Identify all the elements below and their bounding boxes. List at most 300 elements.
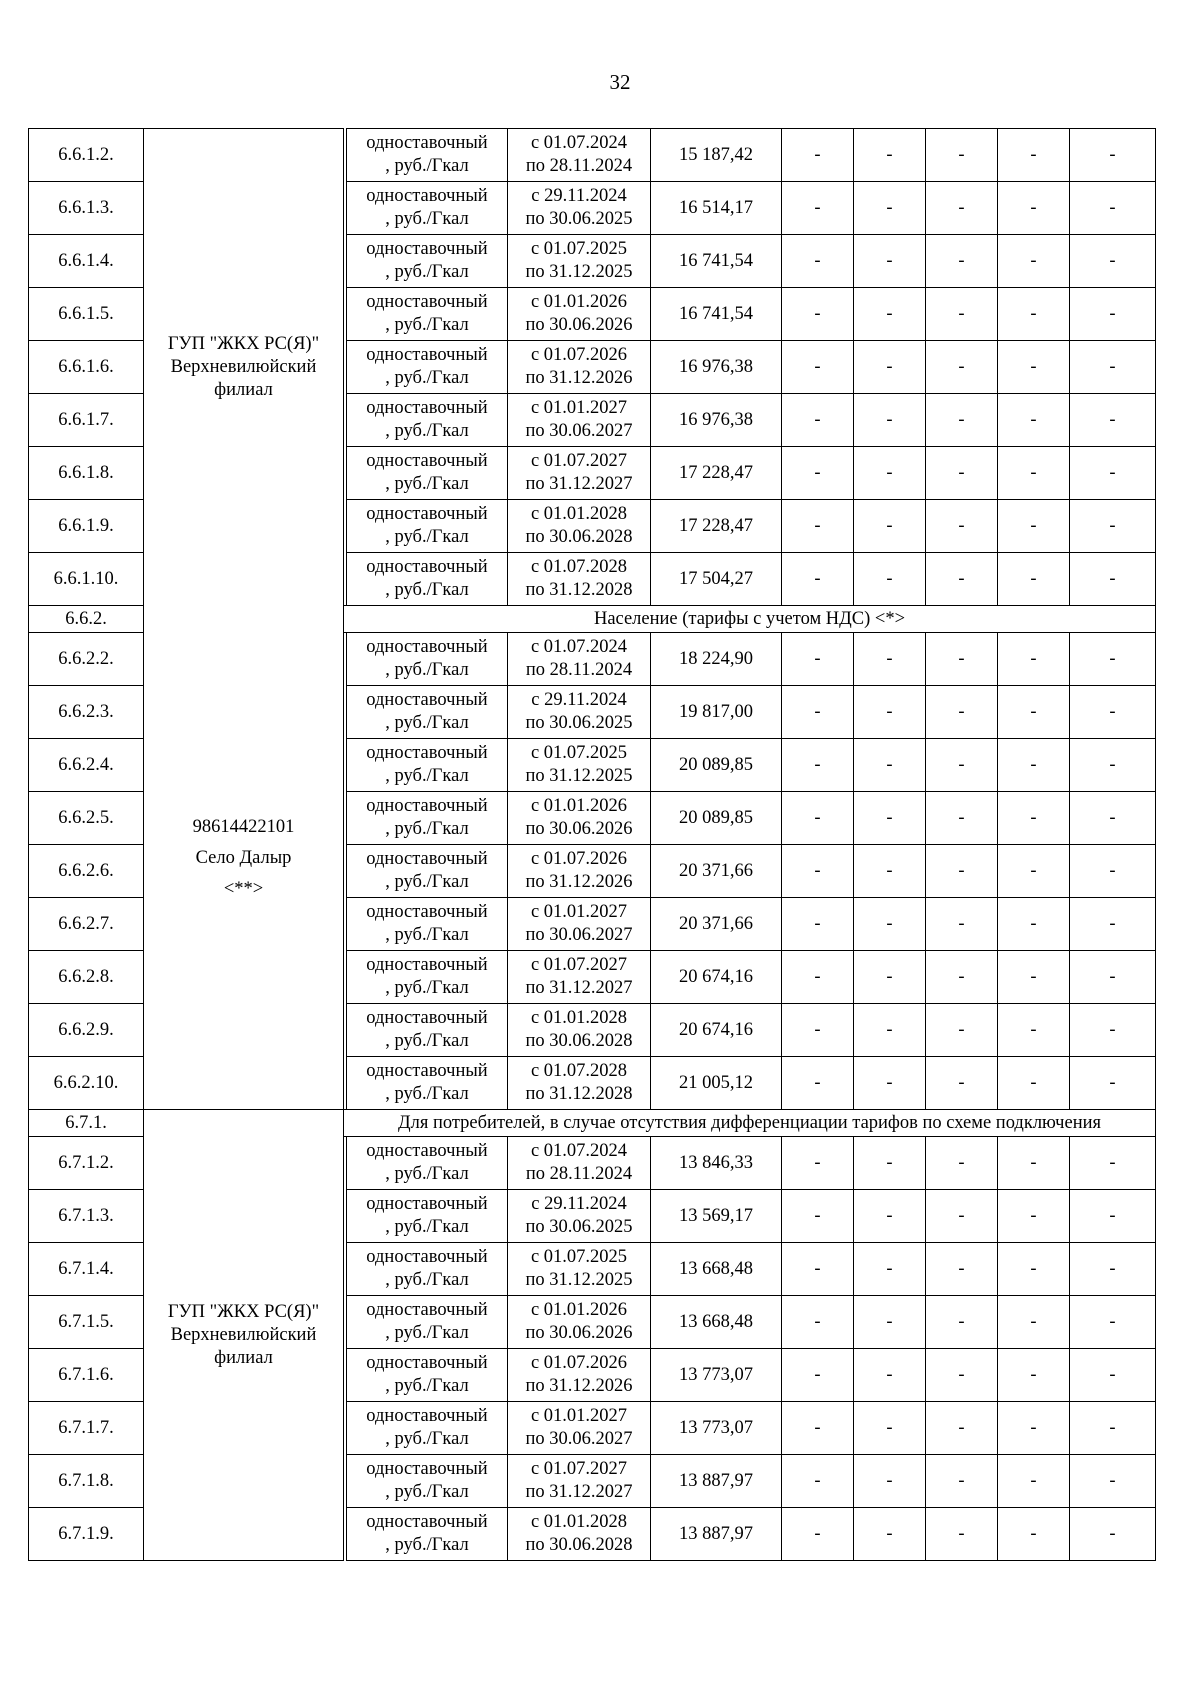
row-number: 6.7.1.6. <box>29 1349 144 1402</box>
empty-value-dash: - <box>998 235 1070 288</box>
empty-value-dash: - <box>782 739 854 792</box>
period-from: с 01.01.2027 <box>530 902 628 922</box>
empty-value-dash: - <box>854 1296 926 1349</box>
row-number: 6.6.2.3. <box>29 686 144 739</box>
tariff-type-line1: одноставочный <box>366 1300 488 1320</box>
empty-value-dash: - <box>854 633 926 686</box>
tariff-type <box>347 1508 508 1561</box>
table-row <box>29 129 1156 182</box>
empty-value-dash: - <box>854 129 926 182</box>
empty-value-dash: - <box>782 1296 854 1349</box>
tariff-value: 13 773,07 <box>651 1349 782 1402</box>
tariff-type <box>347 898 508 951</box>
period <box>508 553 651 606</box>
tariff-value: 16 514,17 <box>651 182 782 235</box>
tariff-type <box>347 633 508 686</box>
row-number: 6.6.1.2. <box>29 129 144 182</box>
empty-value-dash: - <box>854 1349 926 1402</box>
row-number: 6.6.1.4. <box>29 235 144 288</box>
period-from: с 01.07.2028 <box>530 557 628 577</box>
empty-value-dash: - <box>926 394 998 447</box>
period-from: с 01.07.2025 <box>530 1247 628 1267</box>
tariff-type-line1: одноставочный <box>366 451 488 471</box>
empty-value-dash: - <box>998 394 1070 447</box>
tariff-value: 16 976,38 <box>651 341 782 394</box>
period-to: по 28.11.2024 <box>525 1164 633 1184</box>
empty-value-dash: - <box>1070 845 1156 898</box>
period-from: с 01.01.2028 <box>530 1008 628 1028</box>
period-from: с 01.01.2026 <box>530 1300 628 1320</box>
tariff-value: 13 668,48 <box>651 1243 782 1296</box>
period-to: по 30.06.2025 <box>525 713 633 733</box>
tariff-type-line1: одноставочный <box>366 1247 488 1267</box>
empty-value-dash: - <box>1070 553 1156 606</box>
tariff-value: 21 005,12 <box>651 1057 782 1110</box>
empty-value-dash: - <box>998 1190 1070 1243</box>
tariff-type-line1: одноставочный <box>366 133 488 153</box>
empty-value-dash: - <box>998 633 1070 686</box>
empty-value-dash: - <box>782 1243 854 1296</box>
row-number: 6.6.1.6. <box>29 341 144 394</box>
empty-value-dash: - <box>782 1349 854 1402</box>
row-number: 6.6.2.10. <box>29 1057 144 1110</box>
tariff-value: 17 228,47 <box>651 500 782 553</box>
tariff-type-line1: одноставочный <box>366 504 488 524</box>
empty-value-dash: - <box>998 1137 1070 1190</box>
empty-value-dash: - <box>998 1004 1070 1057</box>
empty-value-dash: - <box>782 129 854 182</box>
empty-value-dash: - <box>782 182 854 235</box>
period <box>508 394 651 447</box>
period-to: по 30.06.2026 <box>525 1323 633 1343</box>
empty-value-dash: - <box>782 845 854 898</box>
empty-value-dash: - <box>926 951 998 1004</box>
empty-value-dash: - <box>854 1190 926 1243</box>
tariff-value: 13 773,07 <box>651 1402 782 1455</box>
empty-value-dash: - <box>854 1057 926 1110</box>
empty-value-dash: - <box>782 1057 854 1110</box>
empty-value-dash: - <box>926 1190 998 1243</box>
empty-value-dash: - <box>854 500 926 553</box>
tariff-value: 15 187,42 <box>651 129 782 182</box>
period <box>508 1190 651 1243</box>
tariff-type-line1: одноставочный <box>366 1459 488 1479</box>
empty-value-dash: - <box>854 898 926 951</box>
period <box>508 1057 651 1110</box>
row-number: 6.7.1. <box>29 1110 144 1137</box>
tariff-type-line1: одноставочный <box>366 239 488 259</box>
tariff-type <box>347 1004 508 1057</box>
empty-value-dash: - <box>1070 1508 1156 1561</box>
period-to: по 30.06.2027 <box>525 925 633 945</box>
empty-value-dash: - <box>1070 182 1156 235</box>
empty-value-dash: - <box>1070 792 1156 845</box>
tariff-value: 20 089,85 <box>651 792 782 845</box>
empty-value-dash: - <box>926 1349 998 1402</box>
empty-value-dash: - <box>854 1243 926 1296</box>
tariff-type-line1: одноставочный <box>366 186 488 206</box>
row-number: 6.6.2.2. <box>29 633 144 686</box>
period <box>508 1004 651 1057</box>
row-number: 6.6.2. <box>29 606 144 633</box>
tariff-type-line2: , руб./Гкал <box>385 872 469 892</box>
row-number: 6.6.1.10. <box>29 553 144 606</box>
empty-value-dash: - <box>854 686 926 739</box>
tariff-type-line2: , руб./Гкал <box>385 315 469 335</box>
period-to: по 28.11.2024 <box>525 660 633 680</box>
tariff-type-line1: одноставочный <box>366 1141 488 1161</box>
tariff-type <box>347 1296 508 1349</box>
empty-value-dash: - <box>782 686 854 739</box>
tariff-value: 13 569,17 <box>651 1190 782 1243</box>
tariff-type-line2: , руб./Гкал <box>385 1217 469 1237</box>
tariff-value: 13 887,97 <box>651 1508 782 1561</box>
empty-value-dash: - <box>926 341 998 394</box>
row-number: 6.6.1.9. <box>29 500 144 553</box>
period-from: с 29.11.2024 <box>531 690 627 710</box>
period-to: по 31.12.2025 <box>525 1270 633 1290</box>
empty-value-dash: - <box>854 951 926 1004</box>
period-from: с 01.01.2028 <box>530 504 628 524</box>
period-from: с 01.07.2028 <box>530 1061 628 1081</box>
tariff-value: 16 741,54 <box>651 235 782 288</box>
empty-value-dash: - <box>998 182 1070 235</box>
empty-value-dash: - <box>854 182 926 235</box>
empty-value-dash: - <box>998 951 1070 1004</box>
tariff-type-line2: , руб./Гкал <box>385 262 469 282</box>
period <box>508 182 651 235</box>
empty-value-dash: - <box>926 288 998 341</box>
period-from: с 01.07.2026 <box>530 1353 628 1373</box>
tariff-value: 17 504,27 <box>651 553 782 606</box>
empty-value-dash: - <box>1070 500 1156 553</box>
row-number: 6.6.1.5. <box>29 288 144 341</box>
empty-value-dash: - <box>782 1137 854 1190</box>
empty-value-dash: - <box>1070 129 1156 182</box>
period <box>508 1137 651 1190</box>
tariff-type <box>347 447 508 500</box>
tariff-value: 20 371,66 <box>651 845 782 898</box>
page-number: 32 <box>609 70 631 94</box>
tariff-value: 20 674,16 <box>651 1004 782 1057</box>
empty-value-dash: - <box>1070 1296 1156 1349</box>
row-number: 6.7.1.4. <box>29 1243 144 1296</box>
period <box>508 1508 651 1561</box>
empty-value-dash: - <box>1070 1190 1156 1243</box>
tariff-type <box>347 951 508 1004</box>
tariff-table <box>28 128 1156 1561</box>
period-to: по 31.12.2025 <box>525 262 633 282</box>
empty-value-dash: - <box>926 792 998 845</box>
period <box>508 845 651 898</box>
period-from: с 29.11.2024 <box>531 1194 627 1214</box>
section-row <box>29 1110 1156 1137</box>
period <box>508 500 651 553</box>
empty-value-dash: - <box>998 1296 1070 1349</box>
period <box>508 1296 651 1349</box>
footnote-mark: <**> <box>223 878 264 899</box>
period <box>508 341 651 394</box>
section-label: Для потребителей, в случае отсутствия дифференциации тарифов по схеме подключения <box>344 1110 1156 1137</box>
empty-value-dash: - <box>998 1349 1070 1402</box>
empty-value-dash: - <box>998 739 1070 792</box>
period-from: с 01.07.2025 <box>530 743 628 763</box>
empty-value-dash: - <box>782 447 854 500</box>
empty-value-dash: - <box>854 792 926 845</box>
row-number: 6.6.1.3. <box>29 182 144 235</box>
empty-value-dash: - <box>998 341 1070 394</box>
period-to: по 30.06.2027 <box>525 421 633 441</box>
empty-value-dash: - <box>854 1004 926 1057</box>
tariff-type-line2: , руб./Гкал <box>385 474 469 494</box>
period <box>508 1455 651 1508</box>
tariff-type <box>347 341 508 394</box>
tariff-type-line2: , руб./Гкал <box>385 1482 469 1502</box>
tariff-table-body <box>29 129 1156 1561</box>
empty-value-dash: - <box>782 500 854 553</box>
period-to: по 28.11.2024 <box>525 156 633 176</box>
empty-value-dash: - <box>782 792 854 845</box>
empty-value-dash: - <box>1070 1057 1156 1110</box>
empty-value-dash: - <box>1070 739 1156 792</box>
row-number: 6.6.2.8. <box>29 951 144 1004</box>
org-info <box>144 333 343 402</box>
tariff-type-line2: , руб./Гкал <box>385 1429 469 1449</box>
empty-value-dash: - <box>998 792 1070 845</box>
tariff-value: 20 371,66 <box>651 898 782 951</box>
empty-value-dash: - <box>854 341 926 394</box>
empty-value-dash: - <box>1070 1004 1156 1057</box>
empty-value-dash: - <box>782 1402 854 1455</box>
period <box>508 1402 651 1455</box>
period-to: по 31.12.2025 <box>525 766 633 786</box>
period <box>508 447 651 500</box>
empty-value-dash: - <box>926 898 998 951</box>
empty-value-dash: - <box>998 129 1070 182</box>
empty-value-dash: - <box>998 686 1070 739</box>
tariff-value: 17 228,47 <box>651 447 782 500</box>
empty-value-dash: - <box>854 235 926 288</box>
tariff-value: 13 846,33 <box>651 1137 782 1190</box>
period <box>508 739 651 792</box>
empty-value-dash: - <box>926 1402 998 1455</box>
period-from: с 01.07.2027 <box>530 1459 628 1479</box>
period-to: по 31.12.2027 <box>525 1482 633 1502</box>
empty-value-dash: - <box>998 1508 1070 1561</box>
tariff-value: 19 817,00 <box>651 686 782 739</box>
empty-value-dash: - <box>1070 341 1156 394</box>
period-from: с 01.01.2027 <box>530 398 628 418</box>
empty-value-dash: - <box>926 1057 998 1110</box>
tariff-type-line1: одноставочный <box>366 292 488 312</box>
section-label: Население (тарифы с учетом НДС) <*> <box>344 606 1156 633</box>
tariff-type-line1: одноставочный <box>366 637 488 657</box>
empty-value-dash: - <box>926 235 998 288</box>
period <box>508 686 651 739</box>
empty-value-dash: - <box>926 1137 998 1190</box>
period <box>508 288 651 341</box>
empty-value-dash: - <box>998 553 1070 606</box>
empty-value-dash: - <box>782 898 854 951</box>
empty-value-dash: - <box>782 235 854 288</box>
period-from: с 01.01.2026 <box>530 796 628 816</box>
tariff-type-line2: , руб./Гкал <box>385 925 469 945</box>
tariff-type-line1: одноставочный <box>366 796 488 816</box>
empty-value-dash: - <box>1070 394 1156 447</box>
empty-value-dash: - <box>998 288 1070 341</box>
period-to: по 30.06.2025 <box>525 1217 633 1237</box>
period-to: по 31.12.2027 <box>525 474 633 494</box>
tariff-type-line1: одноставочный <box>366 1406 488 1426</box>
tariff-type-line2: , руб./Гкал <box>385 1031 469 1051</box>
empty-value-dash: - <box>854 1508 926 1561</box>
tariff-value: 13 887,97 <box>651 1455 782 1508</box>
empty-value-dash: - <box>1070 447 1156 500</box>
empty-value-dash: - <box>998 898 1070 951</box>
settlement-name: Село Далыр <box>195 847 292 868</box>
tariff-type-line2: , руб./Гкал <box>385 819 469 839</box>
org-info <box>144 816 343 901</box>
org-cell <box>144 1110 344 1561</box>
empty-value-dash: - <box>998 845 1070 898</box>
tariff-type-line2: , руб./Гкал <box>385 527 469 547</box>
empty-value-dash: - <box>1070 1402 1156 1455</box>
period <box>508 129 651 182</box>
period-to: по 30.06.2028 <box>525 1535 633 1555</box>
tariff-type <box>347 1137 508 1190</box>
empty-value-dash: - <box>926 500 998 553</box>
period-to: по 30.06.2028 <box>525 1031 633 1051</box>
tariff-type-line2: , руб./Гкал <box>385 209 469 229</box>
empty-value-dash: - <box>926 686 998 739</box>
empty-value-dash: - <box>782 1455 854 1508</box>
empty-value-dash: - <box>926 182 998 235</box>
row-number: 6.6.2.6. <box>29 845 144 898</box>
tariff-value: 16 976,38 <box>651 394 782 447</box>
period-to: по 31.12.2026 <box>525 872 633 892</box>
tariff-type <box>347 1243 508 1296</box>
row-number: 6.7.1.9. <box>29 1508 144 1561</box>
tariff-type <box>347 182 508 235</box>
tariff-type <box>347 792 508 845</box>
empty-value-dash: - <box>926 845 998 898</box>
empty-value-dash: - <box>1070 288 1156 341</box>
empty-value-dash: - <box>782 633 854 686</box>
tariff-type <box>347 739 508 792</box>
tariff-type <box>347 394 508 447</box>
empty-value-dash: - <box>782 1190 854 1243</box>
tariff-value: 18 224,90 <box>651 633 782 686</box>
empty-value-dash: - <box>926 633 998 686</box>
empty-value-dash: - <box>854 553 926 606</box>
row-number: 6.6.2.7. <box>29 898 144 951</box>
period-from: с 01.07.2027 <box>530 451 628 471</box>
empty-value-dash: - <box>1070 1349 1156 1402</box>
empty-value-dash: - <box>854 288 926 341</box>
empty-value-dash: - <box>1070 686 1156 739</box>
period <box>508 898 651 951</box>
period-to: по 30.06.2026 <box>525 315 633 335</box>
tariff-type-line2: , руб./Гкал <box>385 1323 469 1343</box>
empty-value-dash: - <box>926 553 998 606</box>
tariff-type-line2: , руб./Гкал <box>385 580 469 600</box>
empty-value-dash: - <box>854 447 926 500</box>
period-from: с 01.07.2026 <box>530 345 628 365</box>
tariff-type-line1: одноставочный <box>366 1061 488 1081</box>
tariff-type-line1: одноставочный <box>366 1512 488 1532</box>
tariff-type-line1: одноставочный <box>366 557 488 577</box>
row-number: 6.7.1.8. <box>29 1455 144 1508</box>
tariff-type <box>347 1402 508 1455</box>
period <box>508 235 651 288</box>
tariff-type <box>347 1190 508 1243</box>
empty-value-dash: - <box>926 1004 998 1057</box>
period-from: с 01.07.2024 <box>530 1141 628 1161</box>
empty-value-dash: - <box>782 288 854 341</box>
empty-value-dash: - <box>782 1004 854 1057</box>
period-to: по 31.12.2027 <box>525 978 633 998</box>
tariff-type <box>347 288 508 341</box>
period-from: с 01.01.2028 <box>530 1512 628 1532</box>
empty-value-dash: - <box>926 1455 998 1508</box>
tariff-type <box>347 235 508 288</box>
tariff-type <box>347 686 508 739</box>
period-from: с 01.07.2024 <box>530 133 628 153</box>
empty-value-dash: - <box>782 1508 854 1561</box>
section-row <box>29 606 1156 633</box>
tariff-value: 16 741,54 <box>651 288 782 341</box>
period-from: с 01.07.2024 <box>530 637 628 657</box>
period-to: по 30.06.2028 <box>525 527 633 547</box>
org-cell <box>144 606 344 1110</box>
period-to: по 31.12.2026 <box>525 368 633 388</box>
empty-value-dash: - <box>782 341 854 394</box>
tariff-type <box>347 129 508 182</box>
tariff-type <box>347 500 508 553</box>
tariff-type-line1: одноставочный <box>366 743 488 763</box>
empty-value-dash: - <box>854 739 926 792</box>
empty-value-dash: - <box>1070 1455 1156 1508</box>
period <box>508 1349 651 1402</box>
row-number: 6.6.2.5. <box>29 792 144 845</box>
tariff-type-line2: , руб./Гкал <box>385 1084 469 1104</box>
period <box>508 792 651 845</box>
tariff-type-line1: одноставочный <box>366 955 488 975</box>
row-number: 6.6.2.4. <box>29 739 144 792</box>
empty-value-dash: - <box>1070 1243 1156 1296</box>
row-number: 6.6.1.7. <box>29 394 144 447</box>
empty-value-dash: - <box>926 1508 998 1561</box>
period-to: по 31.12.2028 <box>525 580 633 600</box>
organization-name: ГУП "ЖКХ РС(Я)" Верхневилюйский филиал <box>167 333 320 400</box>
empty-value-dash: - <box>782 394 854 447</box>
period-from: с 01.01.2027 <box>530 1406 628 1426</box>
period <box>508 951 651 1004</box>
empty-value-dash: - <box>1070 951 1156 1004</box>
row-number: 6.7.1.7. <box>29 1402 144 1455</box>
period-to: по 30.06.2026 <box>525 819 633 839</box>
period <box>508 1243 651 1296</box>
period-from: с 01.07.2025 <box>530 239 628 259</box>
tariff-type-line2: , руб./Гкал <box>385 1164 469 1184</box>
empty-value-dash: - <box>998 500 1070 553</box>
empty-value-dash: - <box>998 1455 1070 1508</box>
empty-value-dash: - <box>854 1455 926 1508</box>
tariff-type-line2: , руб./Гкал <box>385 421 469 441</box>
tariff-type-line2: , руб./Гкал <box>385 156 469 176</box>
tariff-type <box>347 845 508 898</box>
period-from: с 29.11.2024 <box>531 186 627 206</box>
